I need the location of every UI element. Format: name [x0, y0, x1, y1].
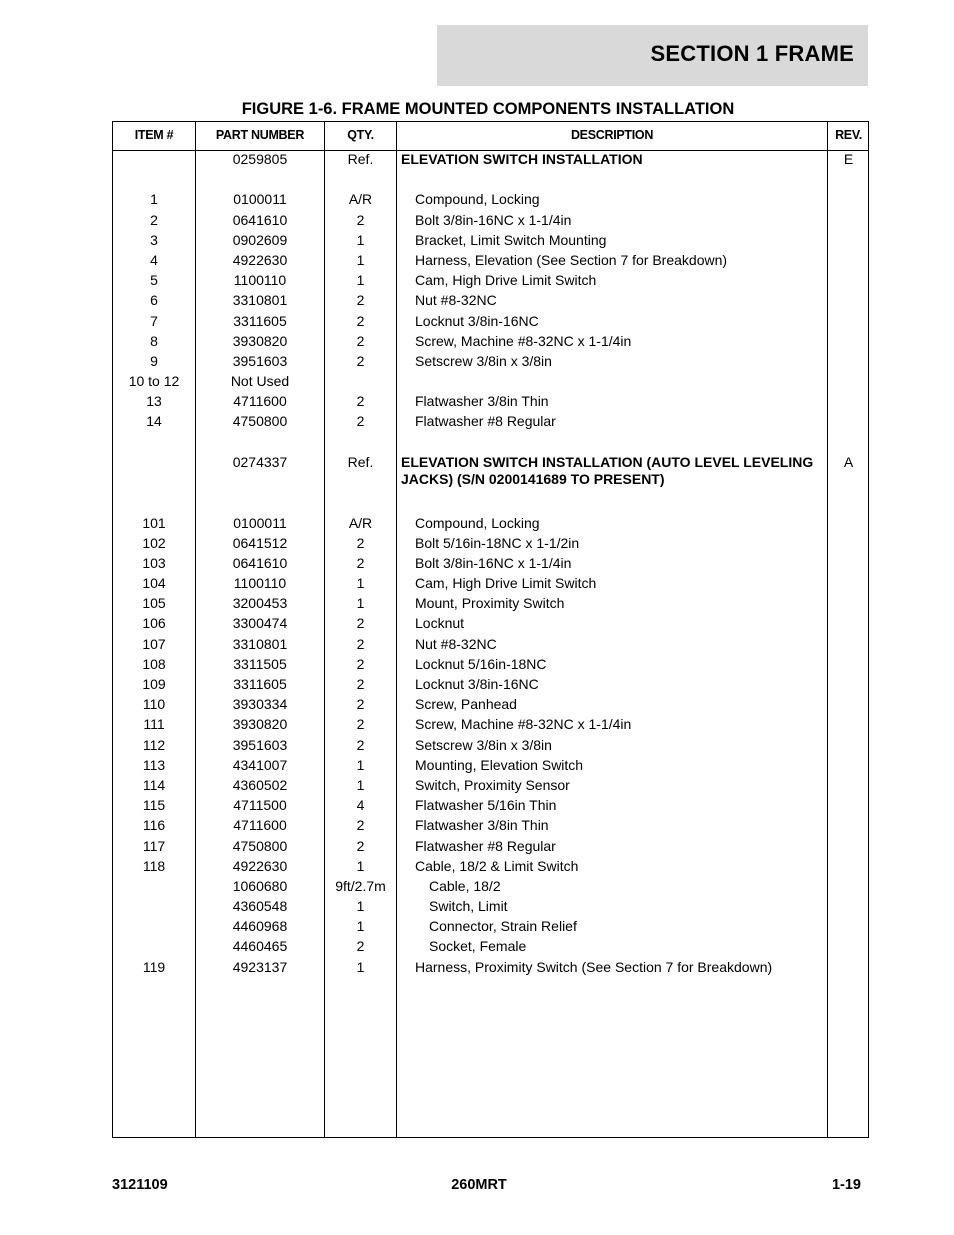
quantity-cell: 2: [356, 312, 365, 329]
quantity-cell: 2: [356, 615, 365, 632]
table-row: [113, 816, 868, 836]
description-cell: Harness, Proximity Switch (See Section 7 for Breakdown): [415, 958, 773, 975]
quantity-cell: 1: [356, 595, 365, 612]
revision-cell: [828, 614, 869, 615]
table-row: [113, 796, 868, 816]
quantity-cell: 2: [356, 736, 365, 753]
revision-cell: [828, 897, 869, 898]
part-number-cell: 3310801: [232, 292, 288, 309]
part-number-cell: 4711600: [233, 393, 287, 410]
quantity-cell: 2: [356, 332, 365, 349]
part-number-cell: 1100110: [233, 575, 287, 592]
revision-cell: [828, 211, 869, 212]
table-row: [113, 291, 868, 311]
figure-title: FIGURE 1-6. FRAME MOUNTED COMPONENTS INSTALLATION: [241, 100, 735, 118]
description-cell: Bracket, Limit Switch Mounting: [415, 231, 607, 248]
item-number-cell: 117: [142, 837, 166, 854]
part-number-cell: 3300474: [232, 615, 288, 632]
part-number-cell: 0641610: [232, 211, 288, 228]
part-number-cell: 4341007: [232, 756, 288, 773]
quantity-cell: 1: [356, 857, 365, 874]
quantity-cell: 2: [356, 716, 365, 733]
table-row: [113, 877, 868, 897]
revision-cell: [828, 635, 869, 636]
table-row: [113, 231, 868, 251]
part-number-cell: 4360502: [232, 776, 288, 793]
description-cell: Bolt 3/8in-16NC x 1-1/4in: [415, 554, 572, 571]
part-number-cell: 4750800: [232, 413, 288, 430]
item-number-cell: 112: [142, 736, 166, 753]
description-cell: Screw, Panhead: [415, 696, 517, 713]
revision-cell: [828, 776, 869, 777]
revision-cell: [828, 715, 869, 716]
table-row: [113, 412, 868, 432]
table-row: [113, 736, 868, 756]
quantity-cell: 2: [356, 393, 365, 410]
revision-cell: A: [843, 453, 854, 470]
quantity-cell: 2: [356, 292, 365, 309]
description-cell: Locknut: [415, 615, 465, 632]
quantity-cell: 2: [356, 676, 365, 692]
table-row: [113, 594, 868, 614]
revision-cell: [828, 937, 869, 938]
quantity-cell: 1: [356, 272, 365, 289]
quantity-cell: 1: [356, 756, 365, 773]
table-row: [113, 776, 868, 796]
quantity-cell: [325, 372, 396, 373]
part-number-cell: 0100011: [233, 191, 287, 208]
quantity-cell: 1: [356, 251, 365, 268]
description-cell: ELEVATION SWITCH INSTALLATION (AUTO LEVEL LEVELING JACKS) (S/N 0200141689 TO PRESENT): [401, 453, 814, 487]
quantity-cell: 1: [356, 575, 365, 592]
table-row: [113, 534, 868, 554]
quantity-cell: A/R: [348, 191, 373, 208]
quantity-cell: 1: [356, 776, 365, 793]
description-cell: Bolt 3/8in-16NC x 1-1/4in: [415, 211, 572, 228]
part-number-cell: Not Used: [230, 373, 290, 390]
quantity-cell: 2: [356, 211, 365, 228]
description-cell: Screw, Machine #8-32NC x 1-1/4in: [415, 716, 632, 733]
part-number-cell: 3311505: [233, 655, 287, 672]
table-row: [113, 958, 868, 978]
item-number-cell: 10 to 12: [128, 373, 180, 390]
table-row: [113, 655, 868, 675]
header-description: DESCRIPTION: [570, 128, 654, 142]
revision-cell: [828, 251, 869, 252]
table-row: [113, 554, 868, 574]
part-number-cell: 4711600: [233, 817, 287, 834]
table-row: [113, 271, 868, 291]
footer-model: 260MRT: [451, 1177, 507, 1193]
item-number-cell: 2: [150, 211, 158, 228]
table-row: [113, 392, 868, 412]
part-number-cell: 3951603: [232, 736, 288, 753]
item-number-cell: [113, 877, 195, 878]
description-cell: Flatwasher 5/16in Thin: [415, 797, 557, 814]
table-row: [113, 695, 868, 715]
item-number-cell: 107: [142, 635, 166, 652]
quantity-cell: 1: [356, 918, 365, 935]
revision-cell: [828, 231, 869, 232]
quantity-cell: A/R: [348, 514, 373, 531]
header-rev: REV.: [835, 128, 862, 142]
revision-cell: [828, 392, 869, 393]
revision-cell: [828, 796, 869, 797]
description-cell: Cable, 18/2 & Limit Switch: [415, 857, 579, 874]
item-number-cell: [113, 453, 195, 454]
revision-cell: [828, 372, 869, 373]
revision-cell: [828, 332, 869, 333]
item-number-cell: [113, 937, 195, 938]
table-row: [113, 837, 868, 857]
revision-cell: [828, 695, 869, 696]
item-number-cell: [113, 150, 195, 151]
quantity-cell: 4: [356, 797, 365, 814]
part-number-cell: 3930820: [232, 332, 288, 349]
item-number-cell: 113: [142, 756, 166, 773]
header-item: ITEM #: [134, 128, 174, 142]
description-cell: Flatwasher 3/8in Thin: [415, 817, 549, 834]
revision-cell: [828, 655, 869, 656]
description-cell: Flatwasher #8 Regular: [415, 837, 556, 854]
part-number-cell: 0641610: [232, 554, 288, 571]
quantity-cell: 9ft/2.7m: [335, 877, 386, 894]
revision-cell: [828, 190, 869, 191]
part-number-cell: 4460968: [232, 918, 288, 935]
item-number-cell: 3: [150, 231, 158, 248]
item-number-cell: 108: [142, 655, 166, 672]
quantity-cell: 2: [356, 554, 365, 571]
quantity-cell: 2: [356, 837, 365, 854]
part-number-cell: 4922630: [232, 857, 288, 874]
revision-cell: [828, 594, 869, 595]
part-number-cell: 3200453: [232, 595, 288, 612]
item-number-cell: 106: [142, 615, 166, 632]
part-number-cell: 3311605: [233, 312, 287, 329]
table-row: [113, 635, 868, 655]
item-number-cell: 114: [142, 776, 166, 793]
description-cell: [397, 372, 845, 373]
part-number-cell: 3930334: [232, 696, 288, 713]
quantity-cell: 2: [356, 817, 365, 834]
revision-cell: [828, 675, 869, 676]
revision-cell: [828, 917, 869, 918]
table-row: [113, 453, 868, 494]
item-number-cell: 110: [142, 696, 166, 713]
item-number-cell: 6: [150, 292, 158, 309]
table-row: [113, 614, 868, 634]
description-cell: Screw, Machine #8-32NC x 1-1/4in: [415, 332, 632, 349]
table-row: [113, 514, 868, 534]
quantity-cell: 2: [356, 635, 365, 652]
item-number-cell: 115: [142, 797, 166, 814]
revision-cell: [828, 816, 869, 817]
item-number-cell: 13: [146, 393, 162, 410]
header-part-number: PART NUMBER: [215, 128, 305, 142]
revision-cell: [828, 352, 869, 353]
revision-cell: [828, 271, 869, 272]
description-cell: Flatwasher 3/8in Thin: [415, 393, 549, 410]
description-cell: Nut #8-32NC: [415, 635, 497, 652]
item-number-cell: 5: [150, 272, 158, 289]
table-row: [113, 917, 868, 937]
item-number-cell: [113, 917, 195, 918]
header-qty: QTY.: [347, 128, 374, 142]
part-number-cell: 3310801: [232, 635, 288, 652]
table-row: [113, 857, 868, 877]
quantity-cell: Ref.: [347, 151, 374, 167]
revision-cell: [828, 958, 869, 959]
revision-cell: [828, 534, 869, 535]
item-number-cell: 104: [142, 575, 166, 592]
quantity-cell: 2: [356, 534, 365, 551]
quantity-cell: 2: [356, 413, 365, 430]
description-cell: Socket, Female: [429, 938, 527, 955]
part-number-cell: 3951603: [232, 352, 288, 369]
table-body: [113, 150, 868, 978]
item-number-cell: 14: [146, 413, 162, 430]
item-number-cell: 9: [150, 352, 158, 369]
part-number-cell: 1060680: [232, 877, 288, 894]
item-number-cell: 116: [142, 817, 166, 834]
description-cell: Locknut 3/8in-16NC: [415, 312, 539, 329]
item-number-cell: 4: [150, 251, 158, 268]
table-row: [113, 574, 868, 594]
description-cell: Setscrew 3/8in x 3/8in: [415, 736, 552, 753]
description-cell: Compound, Locking: [415, 191, 540, 208]
description-cell: Setscrew 3/8in x 3/8in: [415, 352, 552, 369]
revision-cell: [828, 877, 869, 878]
description-cell: Compound, Locking: [415, 514, 540, 531]
description-cell: Switch, Proximity Sensor: [415, 776, 570, 793]
part-number-cell: 0902609: [232, 231, 288, 248]
quantity-cell: 2: [356, 696, 365, 713]
blank-row: [113, 493, 868, 513]
revision-cell: [828, 837, 869, 838]
footer-doc-number: 3121109: [112, 1177, 168, 1193]
description-cell: Cable, 18/2: [429, 877, 501, 894]
item-number-cell: 118: [142, 857, 166, 874]
table-row: [113, 756, 868, 776]
part-number-cell: 4922630: [232, 251, 288, 268]
part-number-cell: 0641512: [232, 534, 288, 551]
table-row: [113, 190, 868, 210]
revision-cell: [828, 756, 869, 757]
description-cell: Locknut 5/16in-18NC: [415, 655, 547, 672]
table-row: [113, 352, 868, 372]
revision-cell: [828, 514, 869, 515]
revision-cell: [828, 412, 869, 413]
item-number-cell: 111: [143, 716, 165, 733]
item-number-cell: 102: [142, 534, 166, 551]
revision-cell: [828, 574, 869, 575]
table-row: [113, 897, 868, 917]
table-row: [113, 251, 868, 271]
description-cell: Mount, Proximity Switch: [415, 595, 565, 612]
quantity-cell: 1: [356, 958, 365, 975]
description-cell: Flatwasher #8 Regular: [415, 413, 556, 430]
part-number-cell: 3930820: [232, 716, 288, 733]
revision-cell: [828, 736, 869, 737]
quantity-cell: 2: [356, 938, 365, 955]
description-cell: Nut #8-32NC: [415, 292, 497, 309]
item-number-cell: 1: [150, 191, 158, 208]
table-row: [113, 312, 868, 332]
item-number-cell: [113, 897, 195, 898]
part-number-cell: 4923137: [232, 958, 288, 975]
revision-cell: E: [843, 151, 854, 167]
quantity-cell: Ref.: [347, 453, 374, 470]
quantity-cell: 1: [356, 231, 365, 248]
revision-cell: [828, 312, 869, 313]
revision-cell: [828, 291, 869, 292]
part-number-cell: 4750800: [232, 837, 288, 854]
description-cell: Bolt 5/16in-18NC x 1-1/2in: [415, 534, 580, 551]
item-number-cell: 7: [150, 312, 158, 329]
part-number-cell: 4360548: [232, 898, 288, 915]
revision-cell: [828, 554, 869, 555]
table-row: [113, 332, 868, 352]
part-number-cell: 4711500: [233, 797, 287, 814]
item-number-cell: 119: [142, 958, 166, 975]
blank-row: [113, 170, 868, 190]
table-row: [113, 211, 868, 231]
part-number-cell: 0274337: [232, 453, 288, 470]
revision-cell: [828, 857, 869, 858]
table-row: [113, 150, 868, 170]
item-number-cell: 8: [150, 332, 158, 349]
part-number-cell: 4460465: [232, 938, 288, 955]
section-banner: [437, 25, 868, 86]
description-cell: Cam, High Drive Limit Switch: [415, 575, 597, 592]
description-cell: ELEVATION SWITCH INSTALLATION: [401, 151, 643, 167]
quantity-cell: 2: [356, 655, 365, 672]
blank-row: [113, 433, 868, 453]
item-number-cell: 103: [142, 554, 166, 571]
part-number-cell: 0100011: [233, 514, 287, 531]
parts-table: [112, 121, 869, 1138]
description-cell: Harness, Elevation (See Section 7 for Breakdown): [415, 251, 728, 268]
item-number-cell: 101: [142, 514, 166, 531]
table-row: [113, 715, 868, 735]
part-number-cell: 0259805: [232, 151, 288, 167]
table-row: [113, 372, 868, 392]
part-number-cell: 1100110: [233, 272, 287, 289]
item-number-cell: 105: [142, 595, 166, 612]
description-cell: Locknut 3/8in-16NC: [415, 676, 539, 692]
footer-page-number: 1-19: [831, 1177, 861, 1193]
part-number-cell: 3311605: [233, 676, 287, 692]
table-row: [113, 675, 868, 695]
description-cell: Switch, Limit: [429, 898, 508, 915]
description-cell: Mounting, Elevation Switch: [415, 756, 584, 773]
table-row: [113, 937, 868, 957]
section-title: SECTION 1 FRAME: [650, 41, 854, 66]
quantity-cell: 2: [356, 352, 365, 369]
quantity-cell: 1: [356, 898, 365, 915]
description-cell: Connector, Strain Relief: [429, 918, 577, 935]
item-number-cell: 109: [142, 676, 166, 692]
description-cell: Cam, High Drive Limit Switch: [415, 272, 597, 289]
